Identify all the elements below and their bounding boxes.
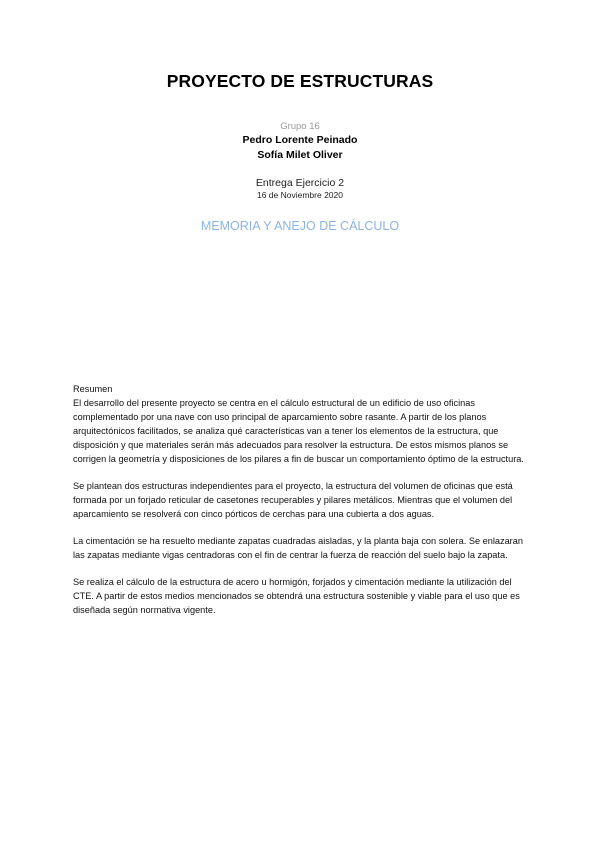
abstract-paragraph (73, 382, 529, 466)
abstract-paragraph: Se realiza el cálculo de la estructura de acero u hormigón, forjados y cimentación mediante la utilización del CTE. A partir de estos medios mencionados se obtendrá una estructura sostenible y viable para el uso que es diseñada según normativa vigente. (73, 577, 520, 615)
abstract-paragraph: Se plantean dos estructuras independientes para el proyecto, la estructura del volumen de oficinas que está formada por un forjado reticular de casetones recuperables y pilares metálicos. Mientras que el volumen del aparcamiento se resolverá con cinco pórticos de cerchas para una cubierta a dos aguas. (73, 481, 513, 519)
abstract-heading: Resumen (73, 384, 113, 394)
abstract-paragraph: La cimentación se ha resuelto mediante zapatas cuadradas aisladas, y la planta baja con solera. Se enlazaran las zapatas mediante vigas centradoras con el fin de centrar la fuerza de reacción del suelo bajo la zapata. (73, 536, 523, 560)
submission-label: Entrega Ejercicio 2 (255, 177, 345, 189)
author-name: Pedro Lorente Peinado (242, 134, 358, 146)
document-title: PROYECTO DE ESTRUCTURAS (166, 71, 434, 91)
group-label: Grupo 16 (280, 121, 320, 132)
author-name: Sofía Milet Oliver (257, 149, 343, 161)
section-subtitle: MEMORIA Y ANEJO DE CÁLCULO (200, 219, 400, 233)
submission-date: 16 de Noviembre 2020 (256, 190, 343, 200)
abstract-section (73, 382, 529, 617)
abstract-text: El desarrollo del presente proyecto se centra en el cálculo estructural de un edificio de uso oficinas complementado por una nave con uso principal de aparcamiento sobre rasante. A partir de los planos arquitectónicos facilitados, se analiza qué características van a tener los elementos de la estructura, que disposición y que materiales serán más adecuados para resolver la estructura. De estos mismos planos se corrigen la geometría y disposiciones de los pilares a fin de buscar un comportamiento óptimo de la estructura. (73, 398, 524, 464)
